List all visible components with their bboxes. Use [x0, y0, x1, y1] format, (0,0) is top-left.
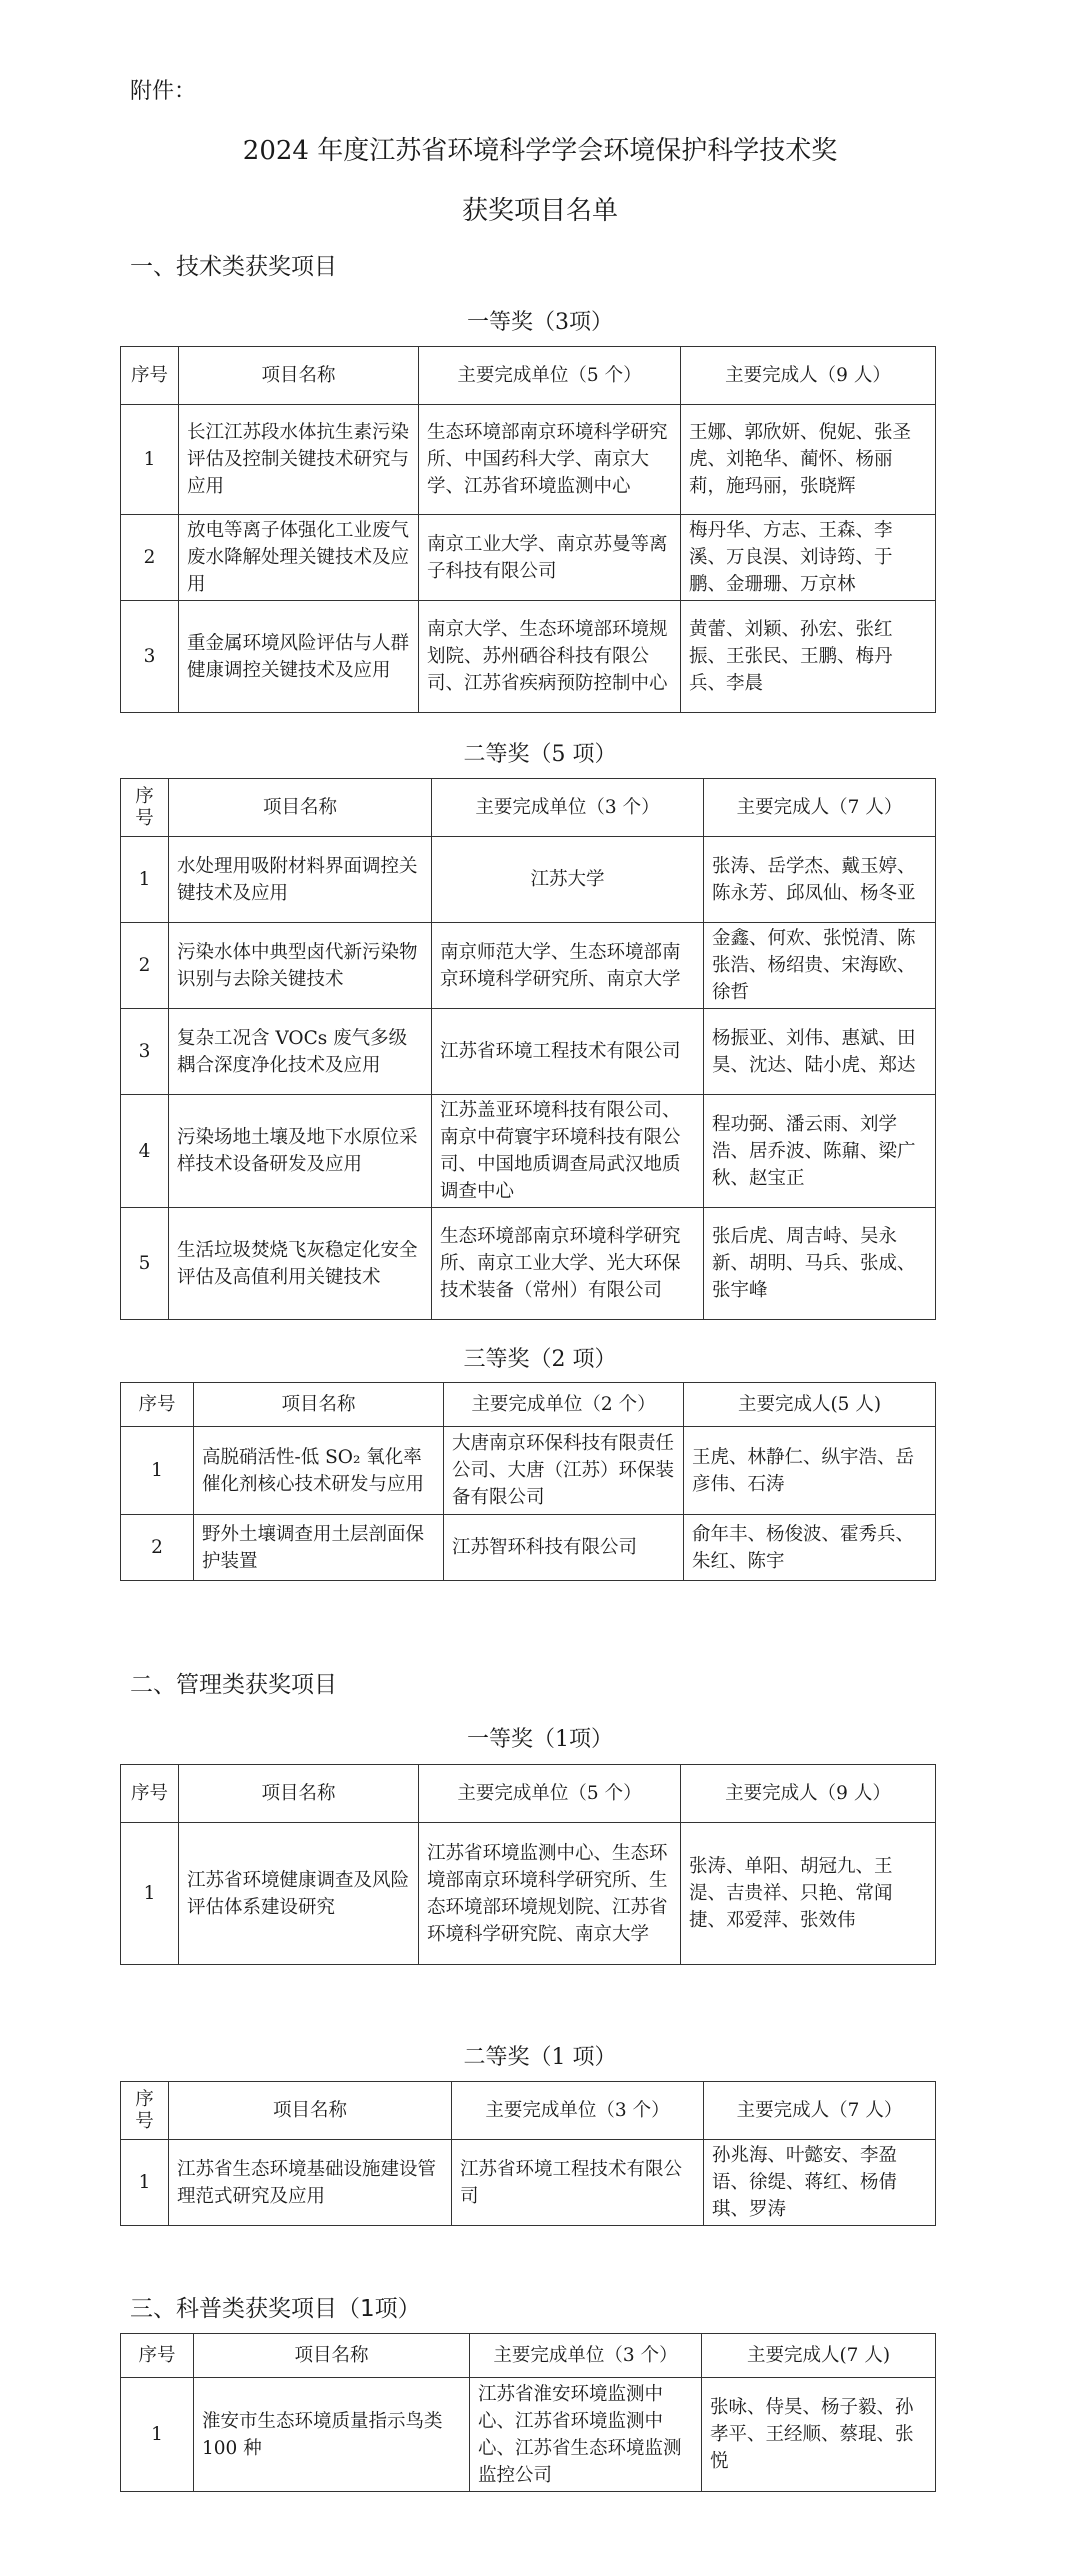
table-header-row — [121, 2334, 936, 2378]
award-heading-tech-second: 二等奖（5 项） — [463, 742, 617, 767]
column-header-serial-number: 序号 — [121, 779, 169, 837]
award-heading-tech-third: 三等奖（2 项） — [463, 1347, 617, 1372]
cell-project-name: 江苏省环境健康调查及风险评估体系建设研究 — [179, 1823, 419, 1965]
table-row — [121, 515, 936, 601]
column-header-project-name: 项目名称 — [169, 2082, 452, 2140]
column-header-completing-persons: 主要完成人（7 人） — [704, 2082, 936, 2140]
cell-project-name: 水处理用吸附材料界面调控关键技术及应用 — [169, 837, 432, 923]
cell-project-name: 污染场地土壤及地下水原位采样技术设备研发及应用 — [169, 1095, 432, 1208]
table-mgmt-second — [120, 2081, 936, 2226]
cell-project-name: 重金属环境风险评估与人群健康调控关键技术及应用 — [179, 601, 419, 713]
column-header-completing-units: 主要完成单位（5 个） — [419, 347, 681, 405]
cell-completing-persons: 杨振亚、刘伟、惠斌、田昊、沈达、陆小虎、郑达 — [704, 1009, 936, 1095]
cell-completing-persons: 王娜、郭欣妍、倪妮、张圣虎、刘艳华、蔺怀、杨丽莉，施玛丽，张晓辉 — [681, 405, 936, 515]
cell-completing-persons: 张涛、单阳、胡冠九、王湜、吉贵祥、只艳、常闻捷、邓爱萍、张效伟 — [681, 1823, 936, 1965]
cell-serial-number: 1 — [121, 1823, 179, 1965]
table-mgmt-first — [120, 1764, 936, 1965]
document-title: 2024 年度江苏省环境科学学会环境保护科学技术奖 — [242, 136, 838, 166]
table-tech-second — [120, 778, 936, 1320]
cell-serial-number: 5 — [121, 1208, 169, 1320]
cell-completing-units: 南京师范大学、生态环境部南京环境科学研究所、南京大学 — [432, 923, 704, 1009]
column-header-serial-number: 序号 — [121, 1383, 194, 1427]
table-row — [121, 405, 936, 515]
cell-completing-units: 江苏智环科技有限公司 — [444, 1515, 684, 1581]
award-heading-mgmt-first: 一等奖（1项） — [467, 1727, 613, 1752]
cell-completing-persons: 孙兆海、叶懿安、李盈语、徐缇、蒋红、杨倩琪、罗涛 — [704, 2140, 936, 2226]
column-header-completing-persons: 主要完成人(5 人) — [684, 1383, 936, 1427]
column-header-completing-persons: 主要完成人（9 人） — [681, 1765, 936, 1823]
table-row — [121, 1009, 936, 1095]
cell-completing-units: 大唐南京环保科技有限责任公司、大唐（江苏）环保装备有限公司 — [444, 1427, 684, 1515]
column-header-project-name: 项目名称 — [179, 1765, 419, 1823]
cell-completing-units: 南京大学、生态环境部环境规划院、苏州硒谷科技有限公司、江苏省疾病预防控制中心 — [419, 601, 681, 713]
cell-serial-number: 2 — [121, 515, 179, 601]
column-header-serial-number: 序号 — [121, 1765, 179, 1823]
column-header-completing-units: 主要完成单位（2 个） — [444, 1383, 684, 1427]
table-row — [121, 2378, 936, 2492]
cell-project-name: 淮安市生态环境质量指示鸟类 100 种 — [194, 2378, 470, 2492]
cell-completing-persons: 金鑫、何欢、张悦清、陈张浩、杨绍贵、宋海欧、徐哲 — [704, 923, 936, 1009]
cell-project-name: 长江江苏段水体抗生素污染评估及控制关键技术研究与应用 — [179, 405, 419, 515]
table-pop — [120, 2333, 936, 2492]
table-row — [121, 2140, 936, 2226]
table-tech-first — [120, 346, 936, 713]
column-header-project-name: 项目名称 — [169, 779, 432, 837]
attachment-label: 附件： — [130, 79, 197, 104]
cell-serial-number: 1 — [121, 2140, 169, 2226]
cell-completing-units: 江苏省淮安环境监测中心、江苏省环境监测中心、江苏省生态环境监测监控公司 — [470, 2378, 702, 2492]
section-heading-mgmt: 二、管理类获奖项目 — [130, 1672, 337, 1698]
column-header-completing-units: 主要完成单位（5 个） — [419, 1765, 681, 1823]
cell-completing-units: 江苏省环境监测中心、生态环境部南京环境科学研究所、生态环境部环境规划院、江苏省环境科学研究院、南京大学 — [419, 1823, 681, 1965]
cell-completing-persons: 梅丹华、方志、王森、李溪、万良淏、刘诗筠、于鹏、金珊珊、万京林 — [681, 515, 936, 601]
cell-completing-persons: 张后虎、周吉峙、吴永新、胡明、马兵、张成、张宇峰 — [704, 1208, 936, 1320]
cell-completing-units: 生态环境部南京环境科学研究所、中国药科大学、南京大学、江苏省环境监测中心 — [419, 405, 681, 515]
cell-serial-number: 1 — [121, 2378, 194, 2492]
table-row — [121, 923, 936, 1009]
cell-project-name: 污染水体中典型卤代新污染物识别与去除关键技术 — [169, 923, 432, 1009]
column-header-completing-units: 主要完成单位（3 个） — [470, 2334, 702, 2378]
award-heading-tech-first: 一等奖（3项） — [467, 310, 613, 335]
column-header-project-name: 项目名称 — [179, 347, 419, 405]
cell-completing-units: 江苏大学 — [432, 837, 704, 923]
cell-serial-number: 3 — [121, 1009, 169, 1095]
cell-serial-number: 1 — [121, 1427, 194, 1515]
cell-project-name: 江苏省生态环境基础设施建设管理范式研究及应用 — [169, 2140, 452, 2226]
cell-completing-units: 江苏省环境工程技术有限公司 — [452, 2140, 704, 2226]
cell-completing-units: 生态环境部南京环境科学研究所、南京工业大学、光大环保技术装备（常州）有限公司 — [432, 1208, 704, 1320]
column-header-completing-persons: 主要完成人(7 人) — [702, 2334, 936, 2378]
section-heading-pop: 三、科普类获奖项目（1项） — [130, 2296, 421, 2322]
cell-completing-persons: 张咏、侍昊、杨子毅、孙孝平、王经顺、蔡琨、张悦 — [702, 2378, 936, 2492]
cell-completing-persons: 俞年丰、杨俊波、霍秀兵、朱红、陈宇 — [684, 1515, 936, 1581]
table-tech-third — [120, 1382, 936, 1581]
column-header-completing-units: 主要完成单位（3 个） — [432, 779, 704, 837]
cell-project-name: 高脱硝活性-低 SO₂ 氧化率催化剂核心技术研发与应用 — [194, 1427, 444, 1515]
cell-project-name: 生活垃圾焚烧飞灰稳定化安全评估及高值利用关键技术 — [169, 1208, 432, 1320]
cell-serial-number: 2 — [121, 923, 169, 1009]
column-header-project-name: 项目名称 — [194, 2334, 470, 2378]
column-header-completing-units: 主要完成单位（3 个） — [452, 2082, 704, 2140]
table-header-row — [121, 347, 936, 405]
cell-serial-number: 1 — [121, 837, 169, 923]
table-row — [121, 1208, 936, 1320]
cell-project-name: 复杂工况含 VOCs 废气多级耦合深度净化技术及应用 — [169, 1009, 432, 1095]
table-header-row — [121, 779, 936, 837]
cell-serial-number: 1 — [121, 405, 179, 515]
table-header-row — [121, 1765, 936, 1823]
cell-completing-persons: 黄蕾、刘颖、孙宏、张红振、王张民、王鹏、梅丹兵、李晨 — [681, 601, 936, 713]
cell-completing-persons: 张涛、岳学杰、戴玉婷、陈永芳、邱凤仙、杨冬亚 — [704, 837, 936, 923]
column-header-completing-persons: 主要完成人（9 人） — [681, 347, 936, 405]
cell-completing-persons: 程功弼、潘云雨、刘学浩、居乔波、陈鼐、梁广秋、赵宝正 — [704, 1095, 936, 1208]
table-row — [121, 1515, 936, 1581]
table-row — [121, 837, 936, 923]
table-row — [121, 1095, 936, 1208]
cell-completing-persons: 王虎、林静仁、纵宇浩、岳彦伟、石涛 — [684, 1427, 936, 1515]
table-header-row — [121, 2082, 936, 2140]
section-heading-tech: 一、技术类获奖项目 — [130, 254, 337, 280]
document-subtitle: 获奖项目名单 — [461, 196, 618, 226]
cell-serial-number: 4 — [121, 1095, 169, 1208]
cell-project-name: 放电等离子体强化工业废气废水降解处理关键技术及应用 — [179, 515, 419, 601]
column-header-serial-number: 序号 — [121, 347, 179, 405]
cell-serial-number: 3 — [121, 601, 179, 713]
table-row — [121, 1823, 936, 1965]
column-header-serial-number: 序号 — [121, 2082, 169, 2140]
table-row — [121, 601, 936, 713]
cell-serial-number: 2 — [121, 1515, 194, 1581]
cell-completing-units: 江苏盖亚环境科技有限公司、南京中荷寰宇环境科技有限公司、中国地质调查局武汉地质调查中心 — [432, 1095, 704, 1208]
column-header-serial-number: 序号 — [121, 2334, 194, 2378]
cell-completing-units: 江苏省环境工程技术有限公司 — [432, 1009, 704, 1095]
table-header-row — [121, 1383, 936, 1427]
cell-completing-units: 南京工业大学、南京苏曼等离子科技有限公司 — [419, 515, 681, 601]
table-row — [121, 1427, 936, 1515]
column-header-completing-persons: 主要完成人（7 人） — [704, 779, 936, 837]
column-header-project-name: 项目名称 — [194, 1383, 444, 1427]
award-heading-mgmt-second: 二等奖（1 项） — [463, 2045, 617, 2070]
cell-project-name: 野外土壤调查用土层剖面保护装置 — [194, 1515, 444, 1581]
